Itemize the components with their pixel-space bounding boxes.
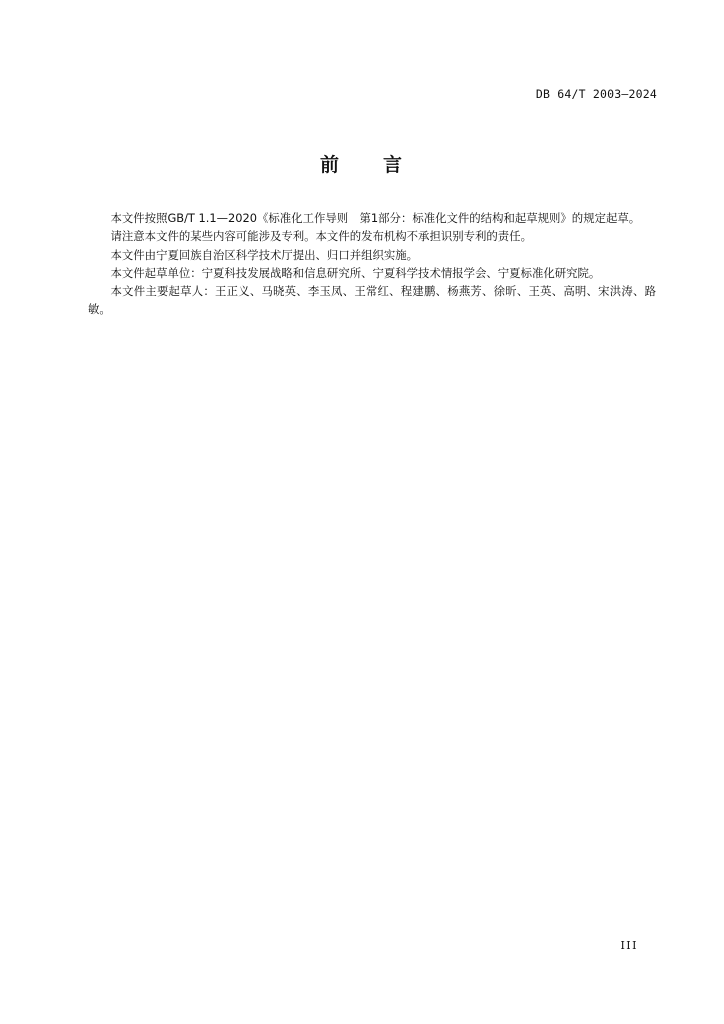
- paragraph-patent-notice: 请注意本文件的某些内容可能涉及专利。本文件的发布机构不承担识别专利的责任。: [110, 229, 532, 244]
- foreword-body: [88, 209, 656, 319]
- page-number: III: [620, 939, 638, 952]
- page-title: [0, 150, 724, 177]
- page-title-char-2: 言: [383, 154, 405, 176]
- page-title-char-1: 前: [319, 154, 341, 176]
- paragraph-drafters: 本文件主要起草人：王正义、马晓英、李玉凤、王常红、程建鹏、杨燕芳、徐昕、王英、高明、宋洪涛、路敏。: [88, 284, 656, 317]
- paragraph-drafting-units: 本文件起草单位：宁夏科技发展战略和信息研究所、宁夏科学技术情报学会、宁夏标准化研究院。: [110, 265, 601, 280]
- paragraph-drafting-rules: 本文件按照GB/T 1.1—2020《标准化工作导则 第1部分：标准化文件的结构和起草规则》的规定起草。: [110, 211, 641, 225]
- paragraph-proposer: 本文件由宁夏回族自治区科学技术厅提出、归口并组织实施。: [110, 247, 419, 262]
- document-code: DB 64/T 2003—2024: [535, 87, 657, 101]
